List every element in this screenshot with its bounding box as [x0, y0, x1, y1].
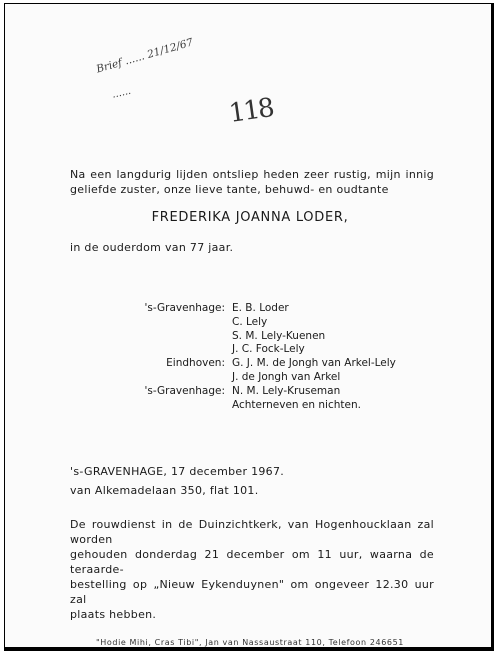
intro-paragraph	[70, 167, 434, 197]
intro-line: geliefde zuster, onze lieve tante, behuwd- en oudtante	[70, 183, 389, 196]
place-and-date: 's-GRAVENHAGE, 17 december 1967.	[70, 465, 285, 478]
printer-imprint: "Hodie Mihi, Cras Tibi", Jan van Nassaustraat 110, Telefoon 246651	[96, 638, 404, 647]
family-member: J. C. Fock-Lely	[232, 343, 305, 356]
family-row	[5, 330, 495, 344]
service-line: gehouden donderdag 21 december om 11 uur, waarna de teraarde-	[70, 548, 434, 576]
handwritten-note-line-2: ......	[111, 85, 133, 101]
family-member: G. J. M. de Jongh van Arkel-Lely	[232, 357, 396, 370]
family-row	[5, 343, 495, 357]
intro-line: Na een langdurig lijden ontsliep heden zeer rustig, mijn innig	[70, 168, 434, 181]
family-row	[5, 371, 495, 385]
service-line: plaats hebben.	[70, 608, 157, 621]
family-row	[5, 385, 495, 399]
death-notice-card	[4, 3, 494, 651]
family-member: Achterneven en nichten.	[232, 398, 361, 411]
home-address: van Alkemadelaan 350, flat 101.	[70, 484, 259, 497]
service-paragraph	[70, 517, 434, 622]
service-line: De rouwdienst in de Duinzichtkerk, van Hogenhoucklaan zal worden	[70, 518, 434, 546]
deceased-name: FREDERIKA JOANNA LODER,	[151, 210, 349, 225]
family-member: C. Lely	[232, 315, 268, 328]
age-line: in de ouderdom van 77 jaar.	[70, 241, 234, 254]
family-member: E. B. Loder	[232, 302, 289, 314]
family-row	[5, 316, 495, 330]
family-member: N. M. Lely-Kruseman	[232, 384, 341, 397]
family-city: Eindhoven:	[166, 357, 225, 370]
family-row	[5, 302, 495, 316]
family-city: 's-Gravenhage:	[144, 384, 225, 397]
family-member: S. M. Lely-Kuenen	[232, 329, 326, 342]
family-list	[5, 302, 495, 412]
family-member: J. de Jongh van Arkel	[232, 370, 341, 383]
family-city: 's-Gravenhage:	[144, 302, 225, 314]
handwritten-number: 118	[227, 93, 275, 129]
handwritten-note-line-1: Brief ...... 21/12/67	[95, 36, 195, 76]
family-row	[5, 357, 495, 371]
service-line: bestelling op „Nieuw Eykenduynen" om ongeveer 12.30 uur zal	[70, 578, 434, 606]
family-row	[5, 399, 495, 413]
